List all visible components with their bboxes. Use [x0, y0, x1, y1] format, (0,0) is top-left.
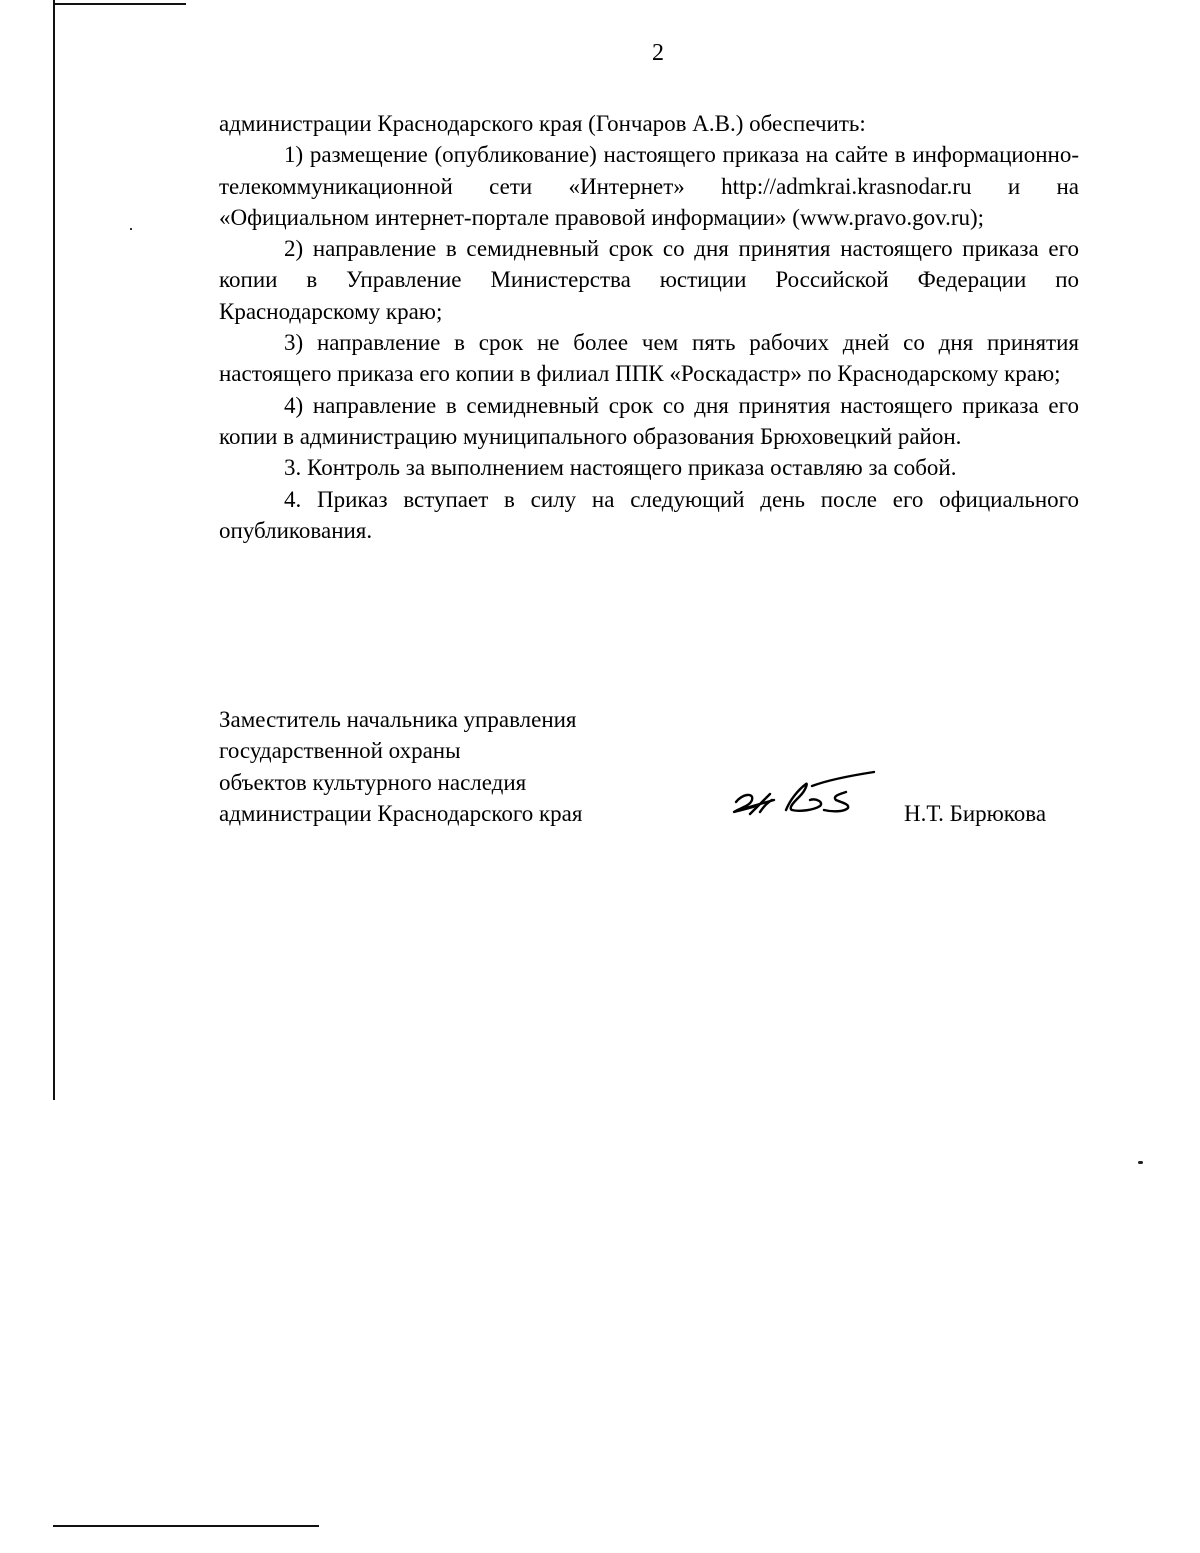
paragraph-item-4: 4) направление в семидневный срок со дня принятия настоящего приказа его копии в администрацию муниципального образования Брюховецкий район.: [219, 392, 1079, 449]
signer-title-block: [219, 704, 699, 829]
page-number: 2: [652, 40, 664, 66]
paragraph-item-3: 3) направление в срок не более чем пять рабочих дней со дня принятия настоящего приказа его копии в филиал ППК «Роскадастр» по Краснодарскому краю;: [219, 330, 1079, 387]
signer-name: Н.Т. Бирюкова: [904, 801, 1047, 826]
scan-edge-top: [53, 3, 186, 5]
scan-dot: [130, 228, 132, 230]
scan-edge-left: [53, 0, 55, 1100]
paragraph-effective-date: 4. Приказ вступает в силу на следующий день после его официального опубликования.: [219, 486, 1079, 543]
document-body: [219, 108, 1079, 546]
paragraph-continuation: администрации Краснодарского края (Гончаров А.В.) обеспечить:: [219, 111, 866, 136]
paragraph-item-2: 2) направление в семидневный срок со дня принятия настоящего приказа его копии в Управление Министерства юстиции Российской Федерации по Краснодарскому краю;: [219, 236, 1079, 324]
signer-title-line: государственной охраны: [219, 738, 461, 764]
signer-title-line: Заместитель начальника управления: [219, 707, 577, 732]
paragraph-control: 3. Контроль за выполнением настоящего приказа оставляю за собой.: [284, 455, 957, 481]
handwritten-signature: [728, 766, 878, 830]
signer-title-line: администрации Краснодарского края: [219, 800, 583, 826]
scan-edge-bottom: [53, 1525, 319, 1527]
scan-speck: [1138, 1161, 1143, 1164]
paragraph-item-1: 1) размещение (опубликование) настоящего приказа на сайте в информационно-телекоммуникационной сети «Интернет» http://admkrai.krasnodar.ru и на «Официальном интернет-портале правовой информации» (www.pravo.gov.ru);: [219, 142, 1079, 230]
signer-title-line: объектов культурного наследия: [219, 769, 527, 795]
